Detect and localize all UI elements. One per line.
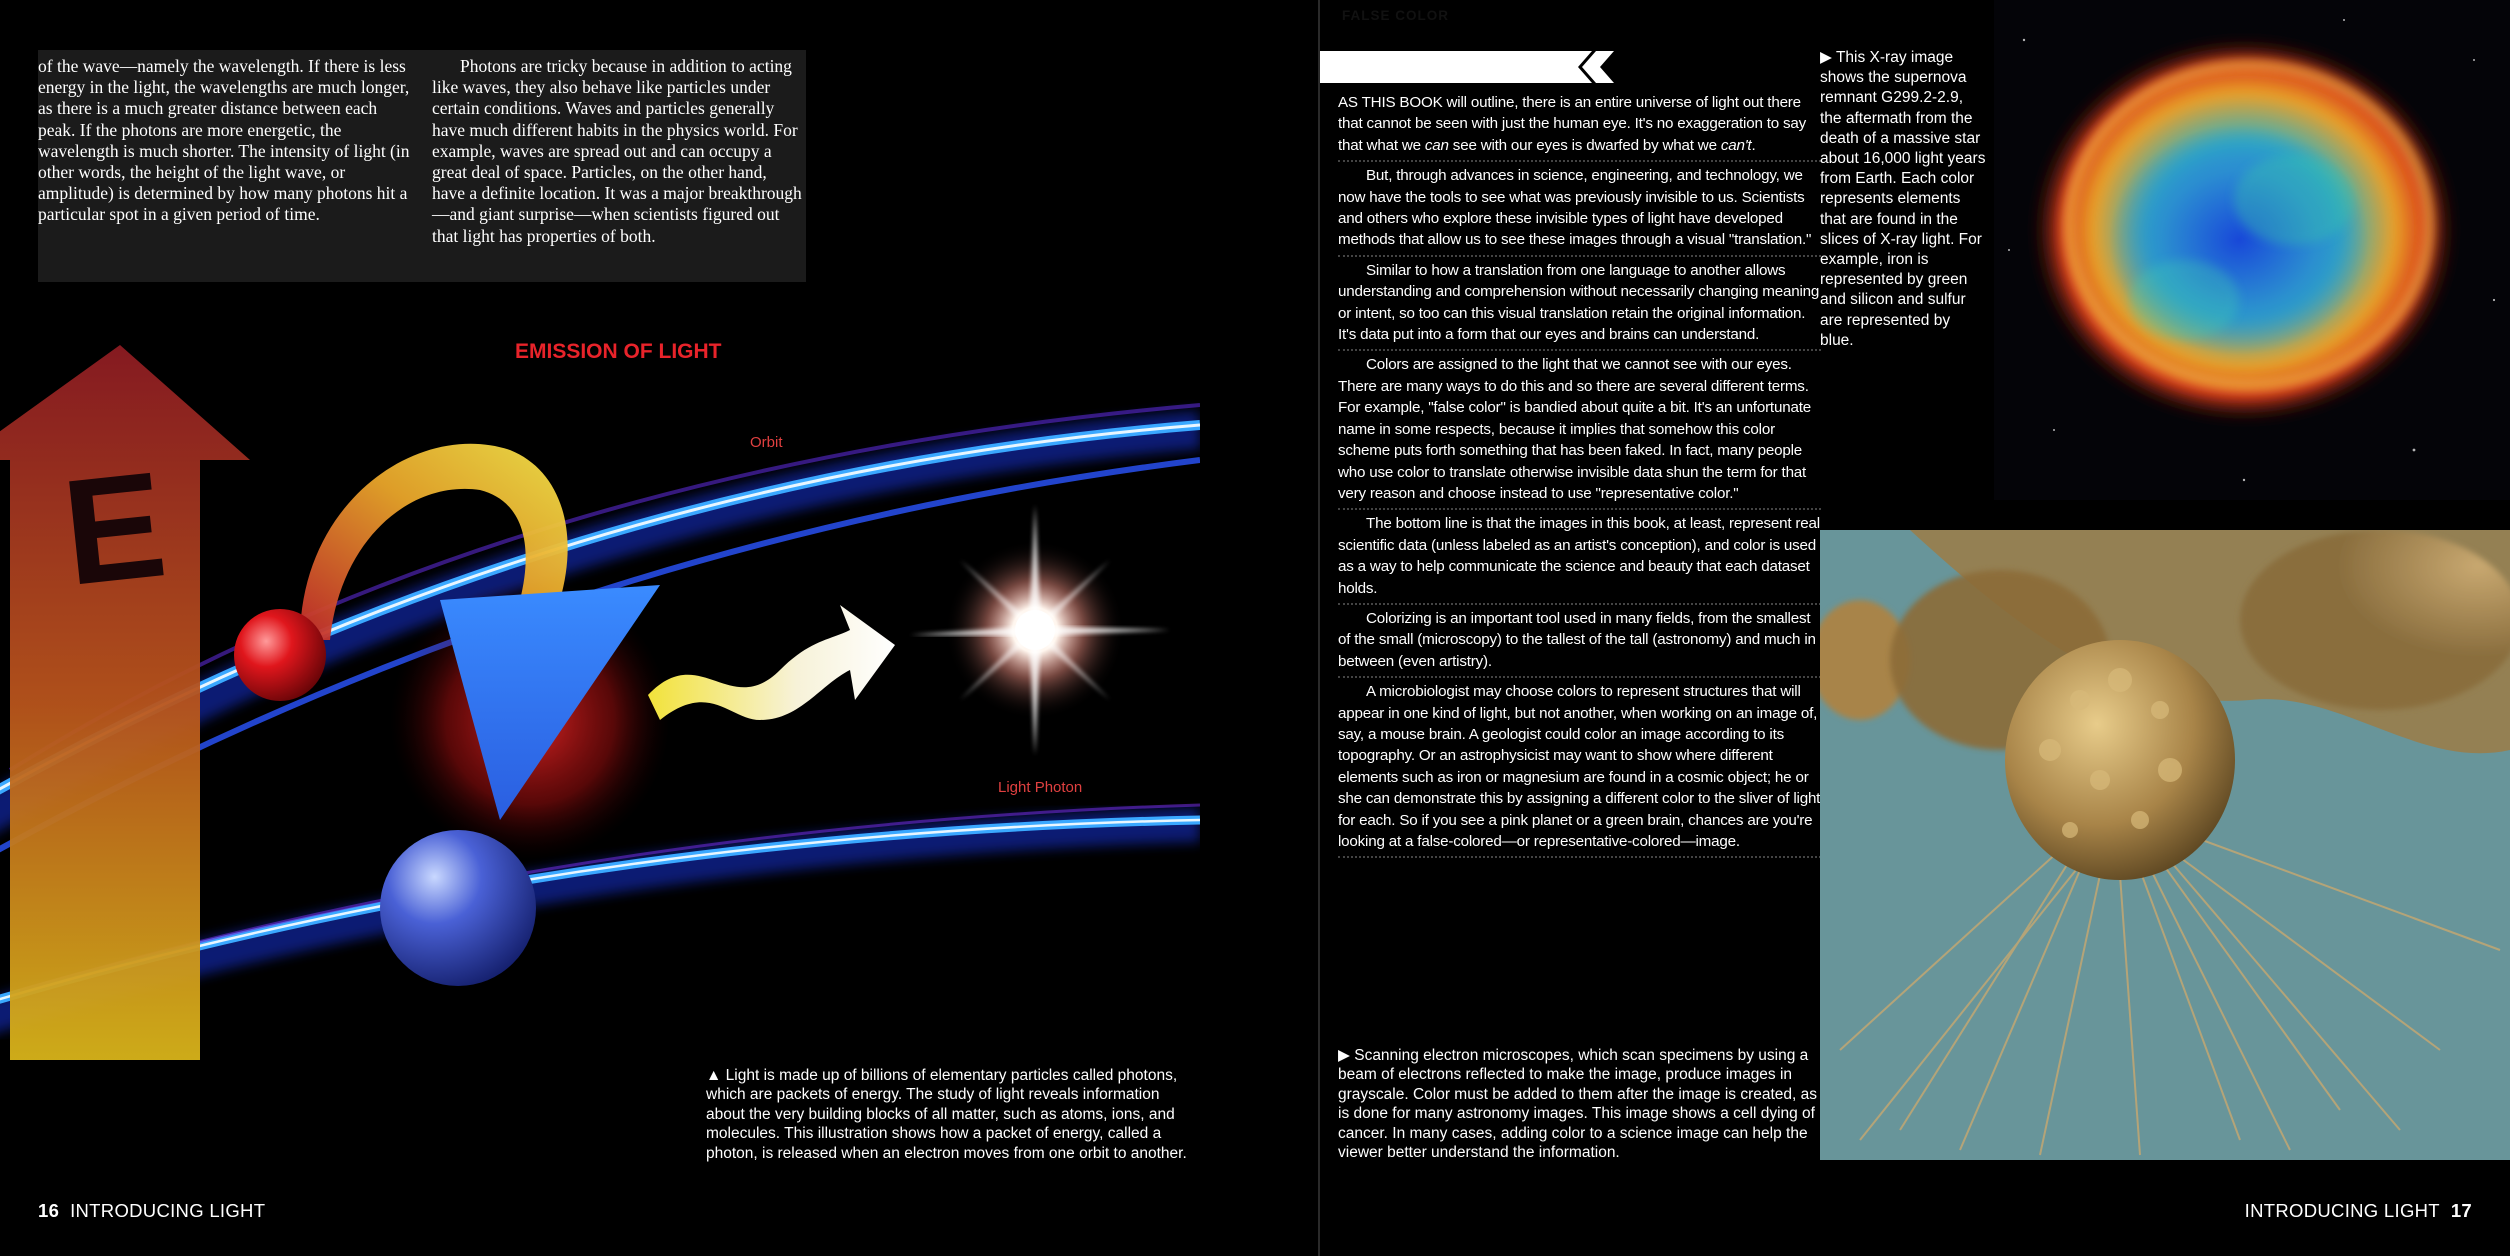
- diagram-caption-text: ▲ Light is made up of billions of elementary particles called photons, which are packets of energy. The study of light reveals information about the very building blocks of all matter, such as atoms, ions, and molecules. This illustration shows how a packet of energy, called a photon, is released when an electron moves from one orbit to another.: [706, 1067, 1187, 1162]
- dotted-rule: [1338, 508, 1821, 510]
- energy-letter: E: [55, 439, 173, 617]
- dotted-rule: [1338, 255, 1821, 257]
- emission-of-light-diagram: [0, 300, 1200, 1070]
- diagram-caption: [706, 1066, 1196, 1163]
- intro-paragraph-1: of the wave—namely the wavelength. If there is less energy in the light, the wavelengths are much longer, as there is a much greater distance between each peak. If the photons are more energetic, the wavelength is much shorter. The intensity of light (in other words, the height of the light wave, or amplitude) is determined by how many photons hit a particular spot in a given period of time.: [38, 56, 410, 225]
- diagram-title: EMISSION OF LIGHT: [515, 340, 722, 363]
- running-title: INTRODUCING LIGHT: [70, 1200, 266, 1221]
- intro-text-box: [38, 50, 806, 282]
- body-paragraph-2: But, through advances in science, engineering, and technology, we now have the tools to see what was previously invisible to us. Scientists and others who explore these invisible types of light have developed methods that allow us to see these images through a visual "translation.": [1338, 167, 1812, 249]
- page-number: 17: [2450, 1200, 2472, 1221]
- intro-column-2: [432, 56, 804, 247]
- xray-caption: [1820, 48, 1988, 351]
- sem-caption-text: ▶ Scanning electron microscopes, which scan specimens by using a beam of electrons reflected to make the image, produce images in grayscale. Color must be added to them after the image is created, as is done for many astronomy images. This image shows a cell dying of cancer. In many cases, adding color to a science image can help the viewer better understand the information.: [1338, 1047, 1818, 1162]
- dotted-rule: [1338, 856, 1821, 858]
- running-title: INTRODUCING LIGHT: [2244, 1200, 2440, 1221]
- body-paragraph-6: Colorizing is an important tool used in many fields, from the smallest of the small (microscopy) to the tallest of the tall (astronomy) and much in between (even artistry).: [1338, 609, 1816, 670]
- folio-left: [38, 1200, 265, 1222]
- cancer-cell-sem-image: [1820, 530, 2510, 1160]
- page-number: 16: [38, 1200, 60, 1221]
- excited-electron: [234, 609, 326, 701]
- orbit-label: Orbit: [750, 434, 783, 451]
- intro-paragraph-2: Photons are tricky because in addition to acting like waves, they also behave like particles under certain conditions. Waves and particles generally have much different habits in the physics world. For example, waves are spread out and can occupy a great deal of space. Particles, on the other hand, have a definite location. It was a major breakthrough—and giant surprise—when scientists figured out that light has properties of both.: [432, 56, 802, 246]
- dotted-rule: [1338, 676, 1821, 678]
- body-paragraph-5: The bottom line is that the images in this book, at least, represent real scientific data (unless labeled as an artist's conception), and color is used as a way to help communicate the science and beauty that each dataset holds.: [1338, 515, 1820, 597]
- folio-right: [2245, 1200, 2472, 1222]
- right-page: [1320, 0, 2510, 1256]
- light-photon-burst: [910, 505, 1170, 755]
- supernova-xray-image: [1994, 0, 2510, 500]
- body-text: [1338, 92, 1821, 861]
- dotted-rule: [1338, 160, 1821, 162]
- photon-wave: [648, 605, 895, 720]
- section-label: FALSE COLOR: [1342, 8, 1450, 23]
- section-header: [1320, 51, 1620, 83]
- dotted-rule: [1338, 603, 1821, 605]
- body-paragraph-7: A microbiologist may choose colors to represent structures that will appear in one kind of light, but not another, when working on an image of, say, a mouse brain. A geologist could color an image according to its topography. Or an astrophysicist may want to show where different elements such as iron or magnesium are found in a cosmic object; he or she can demonstrate this by assigning a different color to the sliver of light for each. So if you see a pink planet or a green brain, chances are you're looking at a false-colored—or representative-colored—image.: [1338, 683, 1821, 850]
- body-paragraph-1: AS THIS BOOK will outline, there is an entire universe of light out there that cannot be seen with just the human eye. It's no exaggeration to say that what we can see with our eyes is dwarfed by what we can't.: [1338, 94, 1807, 154]
- body-paragraph-4: Colors are assigned to the light that we cannot see with our eyes. There are many ways to do this and so there are several different terms. For example, "false color" is bandied about quite a bit. It's an unfortunate name in some respects, because it implies that somehow this color scheme puts forth something that has been faked. In fact, many people who use color to translate otherwise invisible data shun the term for that very reason and choose instead to use "representative color.": [1338, 356, 1811, 502]
- ground-electron: [380, 830, 536, 986]
- sem-caption: [1338, 1046, 1828, 1162]
- xray-caption-text: ▶ This X-ray image shows the supernova remnant G299.2-2.9, the aftermath from the death of a massive star about 16,000 light years from Earth. Each color represents elements that are found in the slices of X-ray light. For example, iron is represented by green and silicon and sulfur are represented by blue.: [1820, 49, 1986, 349]
- light-photon-label: Light Photon: [998, 779, 1083, 796]
- intro-column-1: [38, 56, 410, 226]
- dotted-rule: [1338, 349, 1821, 351]
- body-paragraph-3: Similar to how a translation from one language to another allows understanding and comprehension without necessarily changing meaning or intent, so too can this visual translation retain the original information. It's data put into a form that our eyes and brains can understand.: [1338, 261, 1820, 344]
